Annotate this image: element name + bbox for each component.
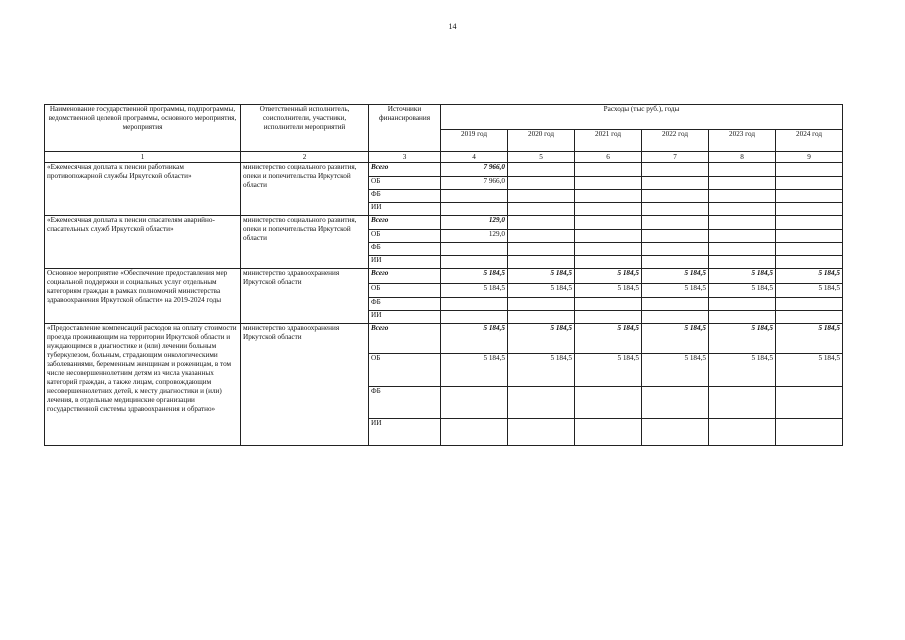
table-row bbox=[45, 216, 843, 230]
expense-value bbox=[642, 177, 709, 190]
column-number: 9 bbox=[776, 152, 843, 163]
funding-source: ОБ bbox=[369, 230, 441, 243]
expense-value bbox=[642, 387, 709, 419]
expense-value: 7 966,0 bbox=[441, 163, 508, 177]
expense-value bbox=[709, 163, 776, 177]
expense-value: 5 184,5 bbox=[441, 269, 508, 284]
expense-value bbox=[776, 256, 843, 269]
budget-table bbox=[44, 104, 843, 446]
expense-value: 5 184,5 bbox=[575, 324, 642, 354]
funding-source: Всего bbox=[369, 163, 441, 177]
expense-value: 5 184,5 bbox=[776, 354, 843, 387]
funding-source: ОБ bbox=[369, 354, 441, 387]
expense-value bbox=[776, 298, 843, 311]
expense-value bbox=[508, 203, 575, 216]
expense-value: 5 184,5 bbox=[441, 324, 508, 354]
table-row bbox=[45, 269, 843, 284]
funding-source: Всего bbox=[369, 269, 441, 284]
funding-source: Всего bbox=[369, 216, 441, 230]
expense-value bbox=[508, 230, 575, 243]
expense-value bbox=[709, 216, 776, 230]
funding-source: ИИ bbox=[369, 256, 441, 269]
expense-value bbox=[776, 163, 843, 177]
expense-value bbox=[709, 256, 776, 269]
expense-value: 5 184,5 bbox=[642, 324, 709, 354]
funding-source: ОБ bbox=[369, 284, 441, 298]
expense-value: 5 184,5 bbox=[776, 324, 843, 354]
expense-value bbox=[642, 243, 709, 256]
expense-value bbox=[508, 163, 575, 177]
expense-value bbox=[709, 230, 776, 243]
expense-value bbox=[642, 216, 709, 230]
measure-name: «Ежемесячная доплата к пенсии спасателям аварийно-спасательных служб Иркутской области» bbox=[45, 216, 241, 269]
expense-value bbox=[441, 387, 508, 419]
column-numbers-row bbox=[45, 152, 843, 163]
expense-value bbox=[709, 419, 776, 446]
funding-source: ФБ bbox=[369, 243, 441, 256]
expense-value bbox=[709, 177, 776, 190]
expense-value bbox=[575, 298, 642, 311]
header-year: 2019 год bbox=[441, 130, 508, 152]
expense-value bbox=[575, 190, 642, 203]
funding-source: ИИ bbox=[369, 419, 441, 446]
expense-value bbox=[575, 311, 642, 324]
expense-value bbox=[575, 203, 642, 216]
expense-value bbox=[642, 163, 709, 177]
expense-value: 5 184,5 bbox=[575, 354, 642, 387]
expense-value bbox=[642, 190, 709, 203]
expense-value bbox=[776, 311, 843, 324]
expense-value bbox=[776, 177, 843, 190]
expense-value bbox=[642, 256, 709, 269]
table-row bbox=[45, 163, 843, 177]
funding-source: ИИ bbox=[369, 311, 441, 324]
column-number: 4 bbox=[441, 152, 508, 163]
expense-value bbox=[776, 216, 843, 230]
expense-value: 5 184,5 bbox=[709, 354, 776, 387]
expense-value bbox=[642, 298, 709, 311]
expense-value: 7 966,0 bbox=[441, 177, 508, 190]
expense-value: 129,0 bbox=[441, 216, 508, 230]
header-name: Наименование государственной программы, подпрограммы, ведомственной целевой программы, основного мероприятия, мероприятия bbox=[45, 105, 241, 152]
column-number: 8 bbox=[709, 152, 776, 163]
expense-value bbox=[709, 243, 776, 256]
expense-value: 5 184,5 bbox=[709, 324, 776, 354]
expense-value bbox=[441, 256, 508, 269]
expense-value bbox=[441, 311, 508, 324]
header-year: 2021 год bbox=[575, 130, 642, 152]
header-responsible: Ответственный исполнитель, соисполнители, участники, исполнители мероприятий bbox=[241, 105, 369, 152]
expense-value bbox=[575, 230, 642, 243]
header-year: 2023 год bbox=[709, 130, 776, 152]
expense-value bbox=[776, 203, 843, 216]
expense-value bbox=[508, 298, 575, 311]
expense-value bbox=[441, 243, 508, 256]
expense-value: 5 184,5 bbox=[709, 269, 776, 284]
column-number: 7 bbox=[642, 152, 709, 163]
expense-value: 5 184,5 bbox=[441, 354, 508, 387]
funding-source: ОБ bbox=[369, 177, 441, 190]
expense-value: 5 184,5 bbox=[776, 284, 843, 298]
responsible-executor: министерство социального развития, опеки и попечительства Иркутской области bbox=[241, 216, 369, 269]
expense-value bbox=[441, 298, 508, 311]
expense-value bbox=[441, 203, 508, 216]
expense-value bbox=[575, 387, 642, 419]
expense-value: 5 184,5 bbox=[508, 324, 575, 354]
column-number: 1 bbox=[45, 152, 241, 163]
expense-value: 5 184,5 bbox=[642, 284, 709, 298]
expense-value: 5 184,5 bbox=[441, 284, 508, 298]
expense-value bbox=[441, 190, 508, 203]
expense-value bbox=[709, 298, 776, 311]
expense-value bbox=[575, 216, 642, 230]
expense-value bbox=[709, 311, 776, 324]
expense-value bbox=[508, 190, 575, 203]
expense-value bbox=[508, 311, 575, 324]
responsible-executor: министерство социального развития, опеки и попечительства Иркутской области bbox=[241, 163, 369, 216]
expense-value: 5 184,5 bbox=[642, 354, 709, 387]
expense-value bbox=[575, 243, 642, 256]
expense-value: 5 184,5 bbox=[776, 269, 843, 284]
expense-value bbox=[776, 230, 843, 243]
expense-value bbox=[575, 177, 642, 190]
expense-value bbox=[709, 190, 776, 203]
expense-value bbox=[709, 387, 776, 419]
header-year: 2020 год bbox=[508, 130, 575, 152]
expense-value: 5 184,5 bbox=[508, 354, 575, 387]
expense-value bbox=[642, 311, 709, 324]
expense-value bbox=[575, 256, 642, 269]
expense-value bbox=[508, 243, 575, 256]
header-year: 2022 год bbox=[642, 130, 709, 152]
expense-value: 129,0 bbox=[441, 230, 508, 243]
expense-value bbox=[642, 230, 709, 243]
expense-value bbox=[709, 203, 776, 216]
expense-value bbox=[776, 190, 843, 203]
table-row bbox=[45, 324, 843, 354]
measure-name: Основное мероприятие «Обеспечение предоставления мер социальной поддержки и социальных услуг отдельным категориям граждан в рамках полномочий министерства здравоохранения Иркутской области» на 2019-2024 годы bbox=[45, 269, 241, 324]
funding-source: ФБ bbox=[369, 387, 441, 419]
expense-value bbox=[508, 419, 575, 446]
expense-value: 5 184,5 bbox=[575, 269, 642, 284]
expense-value bbox=[508, 177, 575, 190]
expense-value bbox=[642, 203, 709, 216]
header-source: Источники финансирования bbox=[369, 105, 441, 152]
column-number: 3 bbox=[369, 152, 441, 163]
funding-source: Всего bbox=[369, 324, 441, 354]
measure-name: «Ежемесячная доплата к пенсии работникам противопожарной службы Иркутской области» bbox=[45, 163, 241, 216]
expense-value: 5 184,5 bbox=[575, 284, 642, 298]
column-number: 5 bbox=[508, 152, 575, 163]
expense-value bbox=[776, 419, 843, 446]
column-number: 6 bbox=[575, 152, 642, 163]
expense-value bbox=[508, 216, 575, 230]
expense-value bbox=[508, 256, 575, 269]
expense-value bbox=[642, 419, 709, 446]
page-number: 14 bbox=[448, 22, 457, 31]
expense-value bbox=[776, 387, 843, 419]
expense-value: 5 184,5 bbox=[508, 284, 575, 298]
expense-value: 5 184,5 bbox=[709, 284, 776, 298]
responsible-executor: министерство здравоохранения Иркутской области bbox=[241, 324, 369, 446]
expense-value bbox=[441, 419, 508, 446]
header-expenses: Расходы (тыс руб.), годы bbox=[441, 105, 843, 130]
expense-value bbox=[575, 163, 642, 177]
responsible-executor: министерство здравоохранения Иркутской области bbox=[241, 269, 369, 324]
column-number: 2 bbox=[241, 152, 369, 163]
measure-name: «Предоставление компенсаций расходов на оплату стоимости проезда проживающим на территории Иркутской области и нуждающимся в диагностике и (или) лечении больным туберкулезом, больным, страдающим онкологическими заболеваниями, беременным женщинам и роженицам, в том числе несовершеннолетним детям из числа указанных категорий граждан, а также лицам, сопровождающим несовершеннолетних детей, к месту диагностики и (или) лечения, в отдельные медицинские организации государственной системы здравоохранения и обратно» bbox=[45, 324, 241, 446]
expense-value: 5 184,5 bbox=[642, 269, 709, 284]
expense-value bbox=[575, 419, 642, 446]
expense-value bbox=[776, 243, 843, 256]
expense-value: 5 184,5 bbox=[508, 269, 575, 284]
funding-source: ФБ bbox=[369, 190, 441, 203]
expense-value bbox=[508, 387, 575, 419]
funding-source: ФБ bbox=[369, 298, 441, 311]
header-year: 2024 год bbox=[776, 130, 843, 152]
funding-source: ИИ bbox=[369, 203, 441, 216]
